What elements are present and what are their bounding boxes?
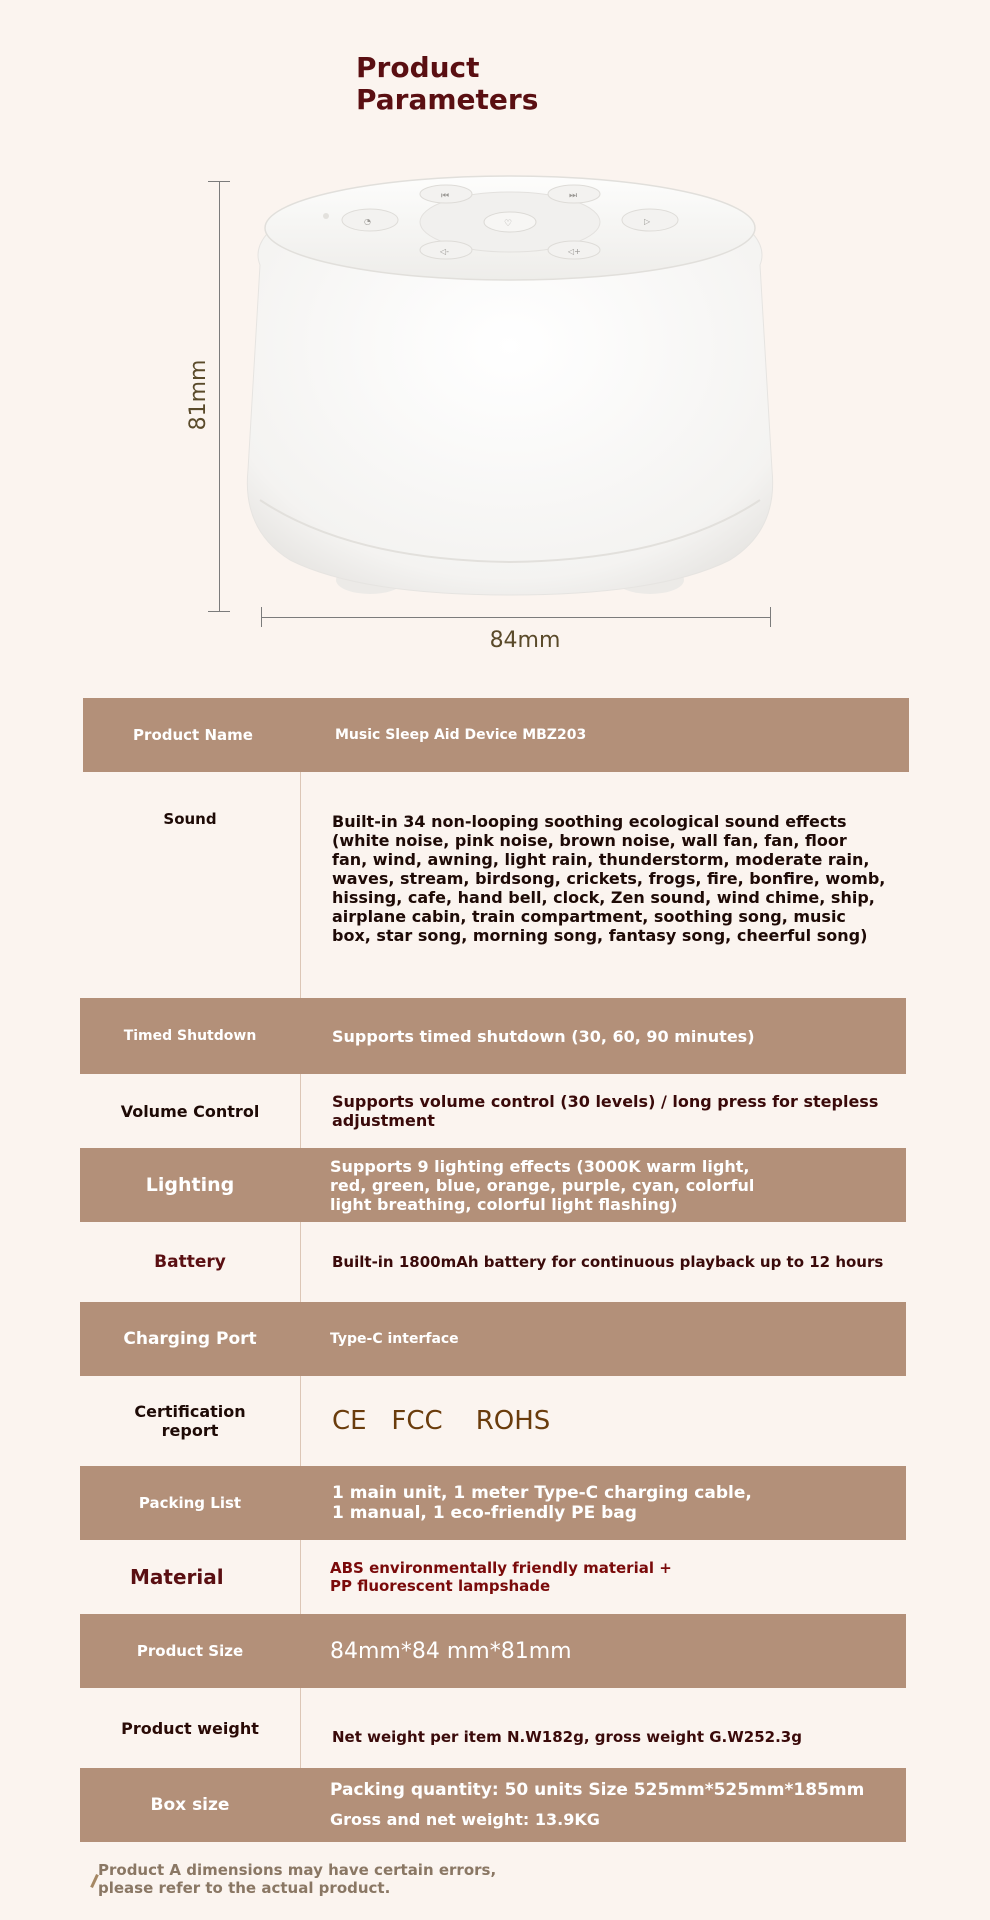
spec-row-sound <box>80 772 906 998</box>
spec-label: Product weight <box>121 1718 259 1738</box>
spec-value: Music Sleep Aid Device MBZ203 <box>335 727 587 743</box>
spec-row-material <box>80 1540 906 1614</box>
spec-value: Built-in 1800mAh battery for continuous playback up to 12 hours <box>332 1253 884 1271</box>
spec-value: Supports timed shutdown (30, 60, 90 minutes) <box>332 1026 755 1046</box>
svg-text:⏭: ⏭ <box>569 191 578 201</box>
sleep-device-image <box>230 170 790 610</box>
spec-value: ABS environmentally friendly material + PP fluorescent lampshade <box>330 1559 672 1595</box>
product-illustration <box>0 0 990 680</box>
spec-label: Product Size <box>136 1642 244 1660</box>
height-dimension-tick-top <box>208 181 230 182</box>
svg-text:♡: ♡ <box>504 219 513 229</box>
spec-label: Timed Shutdown <box>123 1028 257 1044</box>
spec-label: Packing List <box>138 1494 242 1512</box>
spec-label: Material <box>130 1565 224 1589</box>
spec-value: 84mm*84 mm*81mm <box>330 1638 572 1664</box>
svg-text:◁-: ◁- <box>440 247 450 256</box>
spec-label: Certification report <box>134 1402 246 1440</box>
spec-row-packing-list <box>80 1466 906 1540</box>
spec-row-timed-shutdown <box>80 998 906 1074</box>
spec-label: Sound <box>163 810 217 828</box>
spec-row-product-name <box>83 698 909 772</box>
height-dimension-label: 81mm <box>185 359 211 431</box>
width-dimension-line <box>261 617 771 618</box>
svg-text:◁+: ◁+ <box>568 247 581 256</box>
spec-label: Product Name <box>133 726 253 744</box>
spec-value <box>330 1768 886 1842</box>
spec-value: 1 main unit, 1 meter Type-C charging cable, 1 manual, 1 eco-friendly PE bag <box>332 1483 752 1523</box>
svg-text:◔: ◔ <box>364 217 371 226</box>
spec-value: Supports 9 lighting effects (3000K warm light, red, green, blue, orange, purple, cyan, colorful light breathing, colorful light flashing) <box>330 1156 755 1214</box>
width-dimension-tick-right <box>770 607 771 627</box>
spec-label: Volume Control <box>120 1101 260 1121</box>
page-title-line1: Product <box>356 51 480 84</box>
spec-row-product-size <box>80 1614 906 1688</box>
footnote <box>98 1861 496 1897</box>
page-title-line2: Parameters <box>356 83 539 116</box>
box-size-line1: Packing quantity: 50 units Size 525mm*525mm*185mm <box>330 1780 865 1800</box>
spec-label: Charging Port <box>123 1329 257 1349</box>
box-size-line2: Gross and net weight: 13.9KG <box>330 1810 600 1829</box>
spec-row-battery <box>80 1222 906 1302</box>
spec-row-lighting <box>80 1148 906 1222</box>
spec-label: Lighting <box>145 1174 235 1196</box>
spec-value: CE FCC ROHS <box>332 1406 551 1436</box>
spec-label: Box size <box>150 1795 230 1815</box>
svg-text:▷: ▷ <box>644 217 651 226</box>
spec-row-box-size <box>80 1768 906 1842</box>
spec-label: Battery <box>154 1252 226 1272</box>
footnote-line1: Product A dimensions may have certain errors, <box>98 1861 497 1879</box>
spec-row-certification <box>80 1376 906 1466</box>
height-dimension-tick-bottom <box>208 611 230 612</box>
spec-value: Built-in 34 non-looping soothing ecological sound effects (white noise, pink noise, brown noise, wall fan, fan, floor fan, wind, awning, light rain, thunderstorm, moderate rain, waves, stream, birdsong, crickets, frogs, fire, bonfire, womb, hissing, cafe, hand bell, clock, Zen sound, wind chime, ship, airplane cabin, train compartment, soothing song, music box, star song, morning song, fantasy song, cheerful song) <box>332 812 886 945</box>
spec-row-product-weight <box>80 1688 906 1768</box>
spec-row-volume-control <box>80 1074 906 1148</box>
spec-row-charging-port <box>80 1302 906 1376</box>
spec-value: Supports volume control (30 levels) / long press for stepless adjustment <box>332 1092 879 1130</box>
footnote-line2: please refer to the actual product. <box>98 1879 391 1897</box>
width-dimension-label: 84mm <box>489 628 561 653</box>
width-dimension-tick-left <box>261 607 262 627</box>
spec-value: Net weight per item N.W182g, gross weight G.W252.3g <box>332 1728 802 1746</box>
spec-value: Type-C interface <box>330 1331 459 1347</box>
svg-text:⏮: ⏮ <box>441 191 450 201</box>
